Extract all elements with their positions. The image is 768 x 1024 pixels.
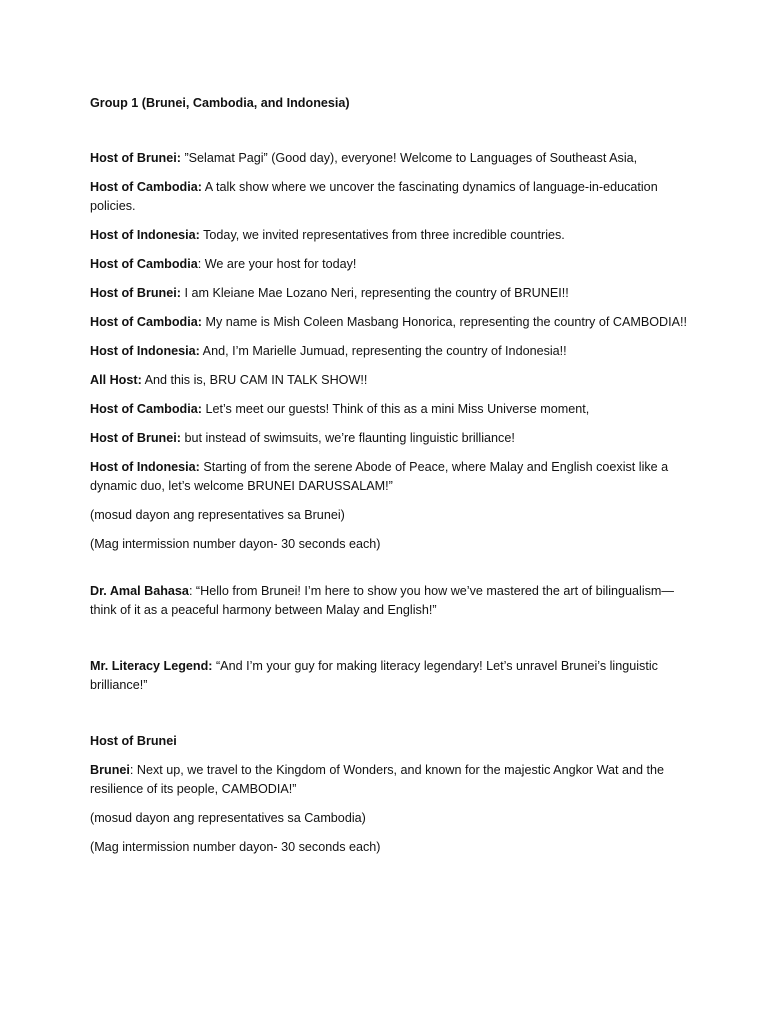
document-body (90, 94, 690, 867)
dialogue-line: Host of Brunei: I am Kleiane Mae Lozano Neri, representing the country of BRUNEI!! (90, 286, 569, 300)
stage-direction: (mosud dayon ang representatives sa Brunei) (90, 508, 345, 522)
stage-direction: (Mag intermission number dayon- 30 seconds each) (90, 537, 381, 551)
dialogue-line: Host of Cambodia: We are your host for today! (90, 257, 357, 271)
guest-line: Dr. Amal Bahasa: “Hello from Brunei! I’m here to show you how we’ve mastered the art of bilingualism—think of it as a peaceful harmony between Malay and English!” (90, 584, 674, 617)
dialogue-line: Host of Cambodia: Let’s meet our guests! Think of this as a mini Miss Universe moment, (90, 402, 590, 416)
dialogue-line: Host of Brunei: but instead of swimsuits, we’re flaunting linguistic brilliance! (90, 431, 515, 445)
dialogue-line: Brunei: Next up, we travel to the Kingdom of Wonders, and known for the majestic Angkor Wat and the resilience of its people, CAMBODIA!” (90, 763, 665, 796)
host-heading: Host of Brunei (90, 734, 177, 748)
document-title: Group 1 (Brunei, Cambodia, and Indonesia) (90, 96, 350, 110)
dialogue-line: All Host: And this is, BRU CAM IN TALK SHOW!! (90, 373, 368, 387)
dialogue-line: Host of Brunei: ”Selamat Pagi” (Good day), everyone! Welcome to Languages of Southeast Asia, (90, 151, 638, 165)
dialogue-line: Host of Cambodia: My name is Mish Coleen Masbang Honorica, representing the country of CAMBODIA!! (90, 315, 688, 329)
stage-direction: (Mag intermission number dayon- 30 seconds each) (90, 840, 381, 854)
dialogue-line: Host of Indonesia: And, I’m Marielle Jumuad, representing the country of Indonesia!! (90, 344, 567, 358)
dialogue-line: Host of Indonesia: Today, we invited representatives from three incredible countries. (90, 228, 565, 242)
dialogue-line: Host of Indonesia: Starting of from the serene Abode of Peace, where Malay and English coexist like a dynamic duo, let’s welcome BRUNEI DARUSSALAM!” (90, 460, 669, 493)
guest-line: Mr. Literacy Legend: “And I’m your guy for making literacy legendary! Let’s unravel Brunei’s linguistic brilliance!” (90, 659, 658, 692)
dialogue-line: Host of Cambodia: A talk show where we uncover the fascinating dynamics of language-in-education policies. (90, 180, 658, 213)
stage-direction: (mosud dayon ang representatives sa Cambodia) (90, 811, 366, 825)
